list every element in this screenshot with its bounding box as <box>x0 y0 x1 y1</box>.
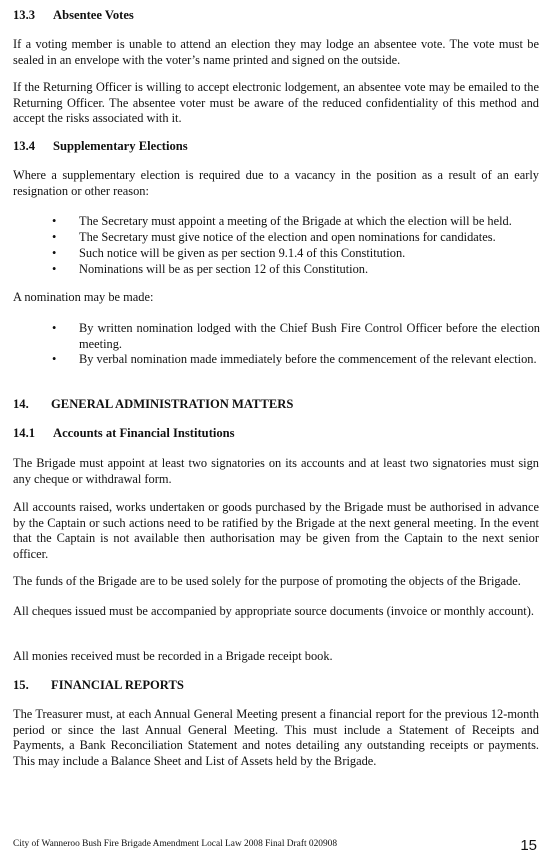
section-number: 13.4 <box>13 139 36 153</box>
section-14-heading <box>13 397 293 412</box>
paragraph: If a voting member is unable to attend an election they may lodge an absentee vote. The vote must be sealed in an envelope with the voter’s name printed and signed on the outside. <box>13 37 539 67</box>
list-item <box>52 321 540 352</box>
section-14-1-heading <box>13 426 235 441</box>
list-item <box>52 230 540 246</box>
paragraph: The Treasurer must, at each Annual General Meeting present a financial report for the previous 12-month period or since the last Annual General Meeting. This must include a Statement of Receipts and Payments, a Bank Reconciliation Statement and notes detailing any outstanding receipts or payments. This may include a Balance Sheet and List of Assets held by the Brigade. <box>13 707 539 768</box>
section-title: Absentee Votes <box>53 8 134 22</box>
section-title: FINANCIAL REPORTS <box>51 678 184 692</box>
paragraph: The funds of the Brigade are to be used solely for the purpose of promoting the objects of the Brigade. <box>13 574 521 588</box>
list-item <box>52 262 540 278</box>
bullet-icon: • <box>52 230 57 244</box>
paragraph: Where a supplementary election is required due to a vacancy in the position as a result of an early resignation or other reason: <box>13 168 539 198</box>
bullet-icon: • <box>52 262 57 276</box>
section-title: Accounts at Financial Institutions <box>53 426 235 440</box>
bullet-icon: • <box>52 321 57 335</box>
list-item-text: The Secretary must appoint a meeting of the Brigade at which the election will be held. <box>79 214 512 228</box>
list-item-text: By verbal nomination made immediately before the commencement of the relevant election. <box>79 352 537 366</box>
list-item-text: The Secretary must give notice of the election and open nominations for candidates. <box>79 230 496 244</box>
section-number: 13.3 <box>13 8 36 22</box>
paragraph: All monies received must be recorded in a Brigade receipt book. <box>13 649 333 663</box>
list-item-text: Such notice will be given as per section 9.1.4 of this Constitution. <box>79 246 406 260</box>
paragraph: A nomination may be made: <box>13 290 154 304</box>
section-13-4-heading <box>13 139 188 154</box>
page-number: 15 <box>520 837 537 854</box>
section-number: 14.1 <box>13 426 36 440</box>
bullet-icon: • <box>52 352 57 366</box>
list-item-text: By written nomination lodged with the Chief Bush Fire Control Officer before the election meeting. <box>79 321 540 351</box>
section-title: GENERAL ADMINISTRATION MATTERS <box>51 397 294 411</box>
footer-text: City of Wanneroo Bush Fire Brigade Amendment Local Law 2008 Final Draft 020908 <box>13 839 338 849</box>
bullet-icon: • <box>52 246 57 260</box>
section-number: 15. <box>13 678 29 692</box>
paragraph: All cheques issued must be accompanied by appropriate source documents (invoice or monthly account). <box>13 604 534 618</box>
section-15-heading <box>13 678 184 693</box>
list-item <box>52 214 540 230</box>
section-title: Supplementary Elections <box>53 139 188 153</box>
list-item-text: Nominations will be as per section 12 of this Constitution. <box>79 262 369 276</box>
paragraph: All accounts raised, works undertaken or goods purchased by the Brigade must be authorised in advance by the Captain or such actions need to be ratified by the Brigade at the next general meeting. In the event that the Captain is not available then authorisation may be given from the Captain to the next senior officer. <box>13 500 539 561</box>
list-item <box>52 352 540 368</box>
paragraph: If the Returning Officer is willing to accept electronic lodgement, an absentee vote may be emailed to the Returning Officer. The absentee voter must be aware of the reduced confidentiality of this method and accept the risks associated with it. <box>13 80 539 126</box>
bullet-icon: • <box>52 214 57 228</box>
list-item <box>52 246 540 262</box>
section-number: 14. <box>13 397 29 411</box>
paragraph: The Brigade must appoint at least two signatories on its accounts and at least two signatories must sign any cheque or withdrawal form. <box>13 456 539 486</box>
section-13-3-heading <box>13 8 134 23</box>
